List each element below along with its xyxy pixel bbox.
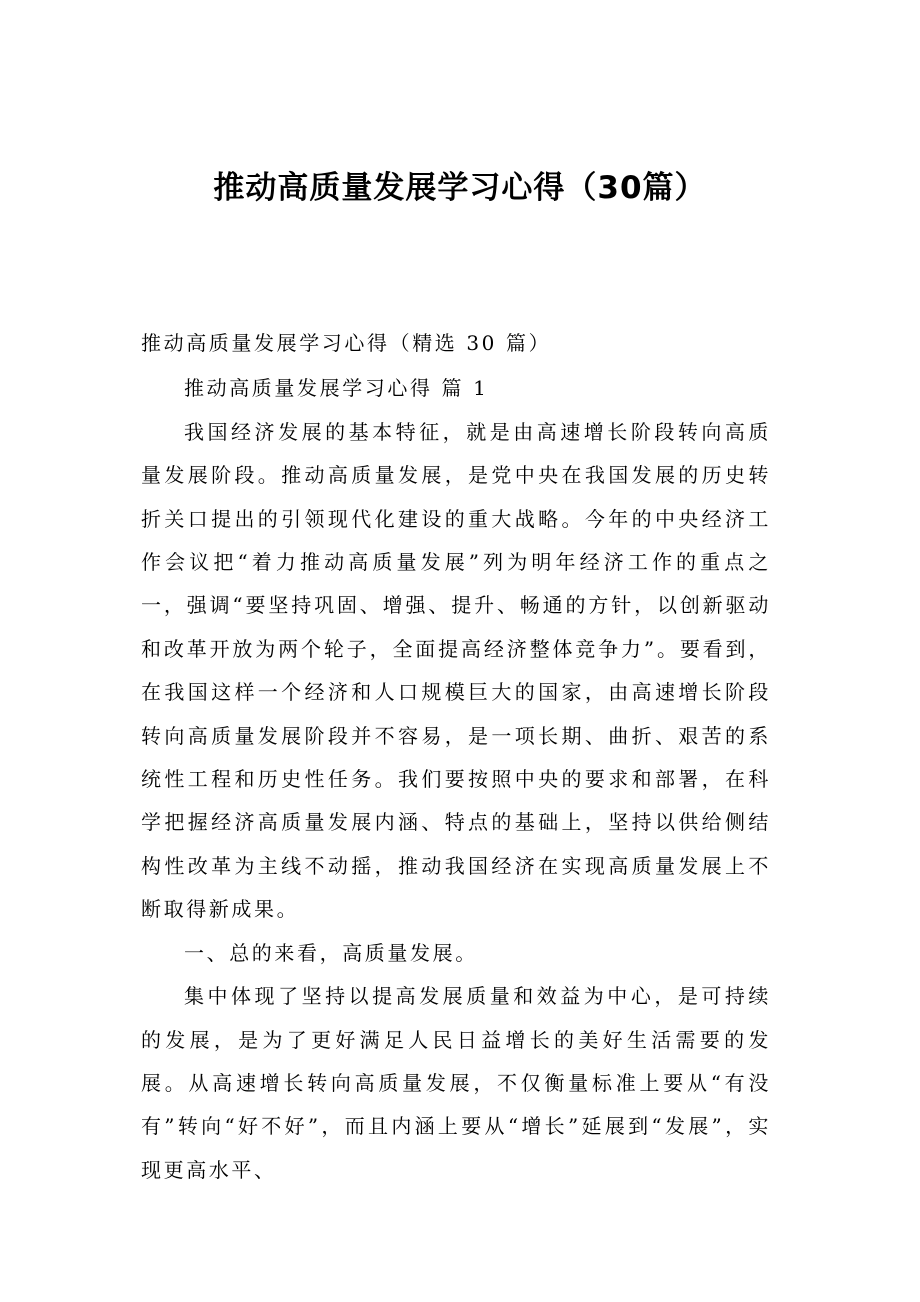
document-subtitle: 推动高质量发展学习心得（精选 30 篇）: [141, 331, 552, 355]
document-body: [141, 322, 771, 1192]
paragraph-3: 集中体现了坚持以提高发展质量和效益为中心，是可持续的发展，是为了更好满足人民日益增长的美好生活需要的发展。从高速增长转向高质量发展，不仅衡量标准上要从“有没有”转向“好不好”，而且内涵上要从“增长”延展到“发展”，实现更高水平、: [141, 984, 771, 1182]
paragraph-2: 一、总的来看，高质量发展。: [184, 940, 478, 965]
paragraph-1: 我国经济发展的基本特征，就是由高速增长阶段转向高质量发展阶段。推动高质量发展，是党中央在我国发展的历史转折关口提出的引领现代化建设的重大战略。今年的中央经济工作会议把“着力推动高质量发展”列为明年经济工作的重点之一，强调“要坚持巩固、增强、提升、畅通的方针，以创新驱动和改革开放为两个轮子，全面提高经济整体竞争力”。要看到，在我国这样一个经济和人口规模巨大的国家，由高速增长阶段转向高质量发展阶段并不容易，是一项长期、曲折、艰苦的系统性工程和历史性任务。我们要按照中央的要求和部署，在科学把握经济高质量发展内涵、特点的基础上，坚持以供给侧结构性改革为主线不动摇，推动我国经济在实现高质量发展上不断取得新成果。: [141, 419, 771, 922]
document-title: 推动高质量发展学习心得（30篇）: [213, 170, 707, 206]
section-heading: 推动高质量发展学习心得 篇 1: [184, 376, 489, 401]
